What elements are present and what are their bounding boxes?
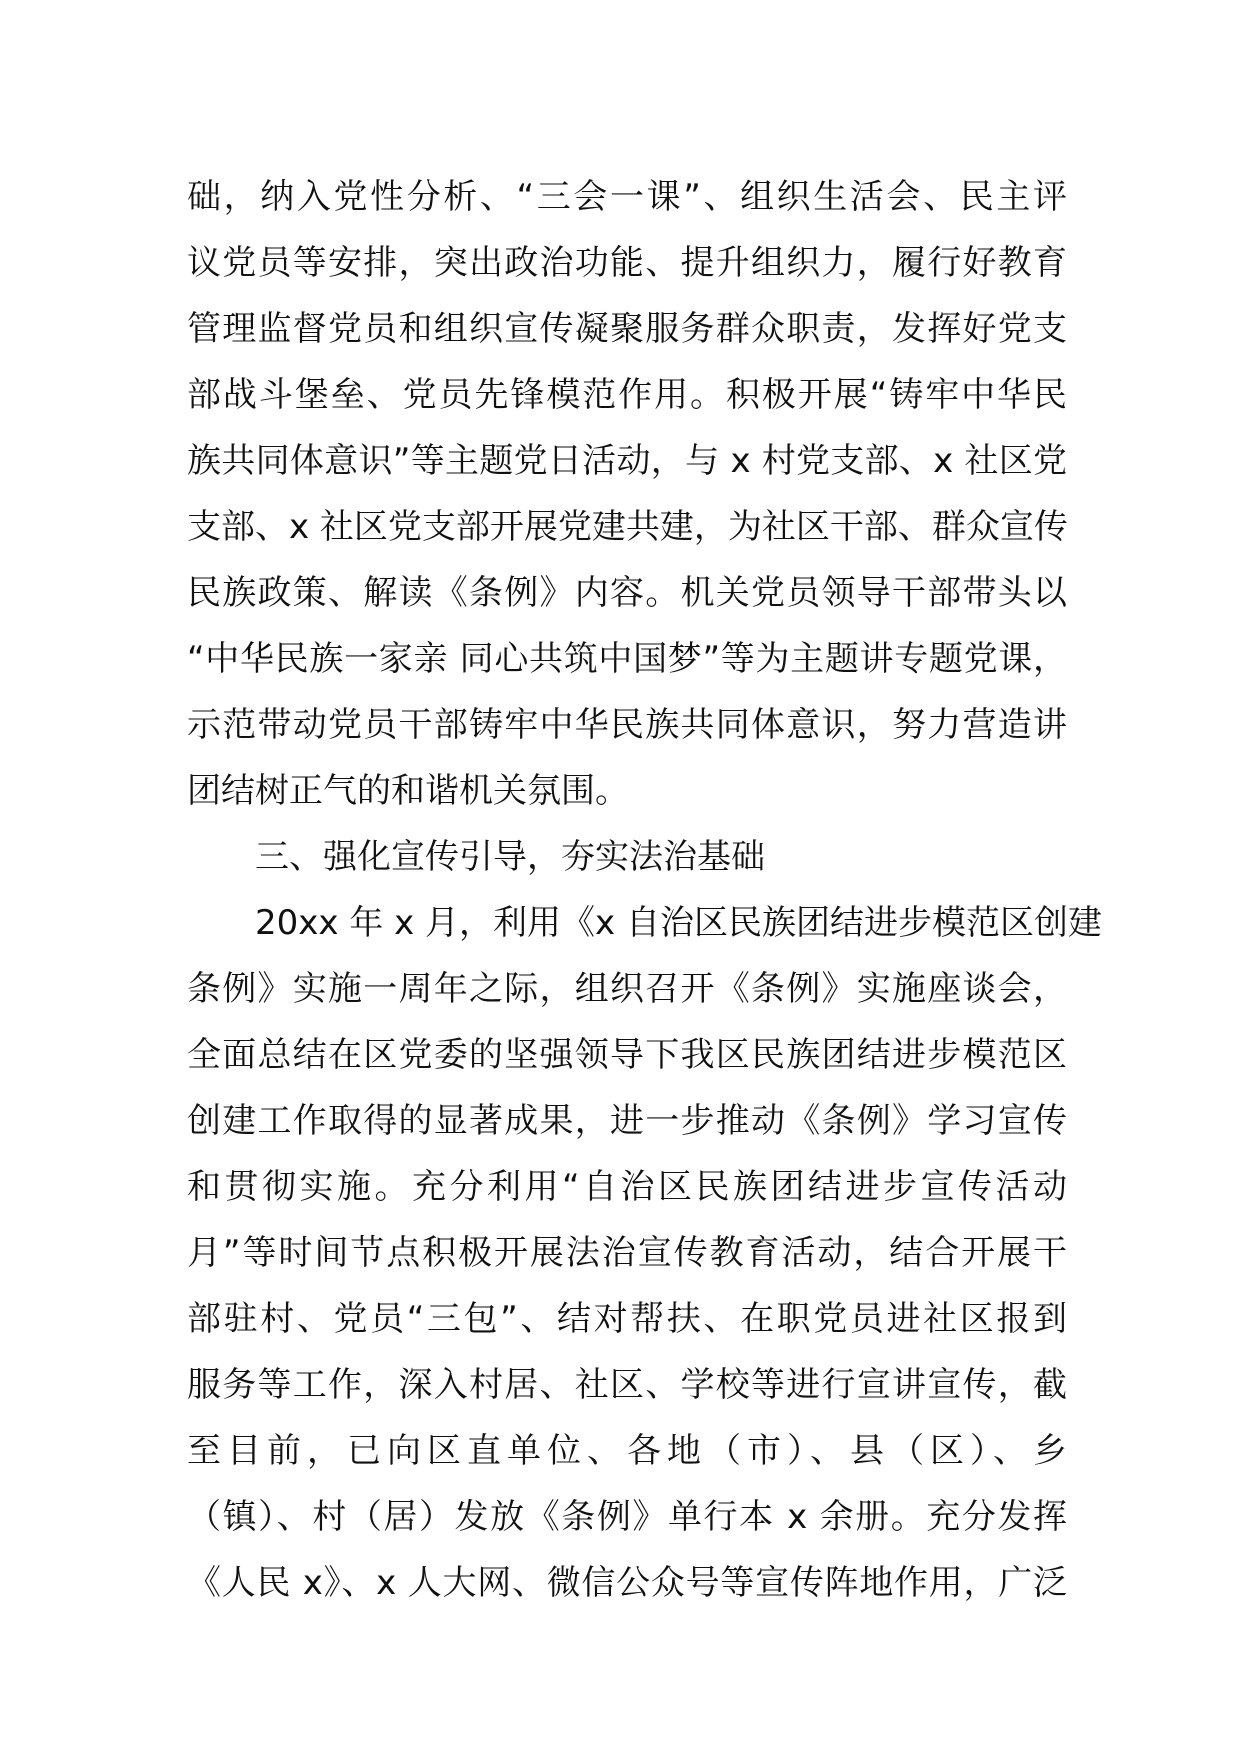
text-line: 和贯彻实施。充分利用“自治区民族团结进步宣传活动 <box>187 1167 1067 1207</box>
text-line: 服务等工作，深入村居、社区、学校等进行宣讲宣传，截 <box>187 1365 1067 1405</box>
text-line: “中华民族一家亲 同心共筑中国梦”等为主题讲专题党课， <box>187 639 1067 679</box>
text-line: 管理监督党员和组织宣传凝聚服务群众职责，发挥好党支 <box>187 309 1067 349</box>
text-line: 民族政策、解读《条例》内容。机关党员领导干部带头以 <box>187 573 1067 613</box>
text-line: 至目前，已向区直单位、各地（市）、县（区）、乡 <box>187 1431 1067 1471</box>
paragraph-first-line: 20xx 年 x 月，利用《x 自治区民族团结进步模范区创建 <box>255 903 1102 943</box>
text-line: 《人民 x》、x 人大网、微信公众号等宣传阵地作用，广泛 <box>187 1563 1067 1603</box>
section-heading: 三、强化宣传引导，夯实法治基础 <box>255 837 765 877</box>
text-line: 部战斗堡垒、党员先锋模范作用。积极开展“铸牢中华民 <box>187 375 1067 415</box>
text-line: 创建工作取得的显著成果，进一步推动《条例》学习宣传 <box>187 1101 1067 1141</box>
text-line: 月”等时间节点积极开展法治宣传教育活动，结合开展干 <box>187 1233 1067 1273</box>
text-line: 议党员等安排，突出政治功能、提升组织力，履行好教育 <box>187 243 1067 283</box>
text-line: 示范带动党员干部铸牢中华民族共同体意识，努力营造讲 <box>187 705 1067 745</box>
text-line: 支部、x 社区党支部开展党建共建，为社区干部、群众宣传 <box>187 507 1068 547</box>
text-line: （镇）、村（居）发放《条例》单行本 x 余册。充分发挥 <box>187 1497 1067 1537</box>
text-line: 团结树正气的和谐机关氛围。 <box>187 771 629 811</box>
text-line: 全面总结在区党委的坚强领导下我区民族团结进步模范区 <box>187 1035 1067 1075</box>
text-line: 部驻村、党员“三包”、结对帮扶、在职党员进社区报到 <box>187 1299 1067 1339</box>
text-line: 础，纳入党性分析、“三会一课”、组织生活会、民主评 <box>187 177 1067 217</box>
text-line: 族共同体意识”等主题党日活动，与 x 村党支部、x 社区党 <box>187 441 1067 481</box>
text-line: 条例》实施一周年之际，组织召开《条例》实施座谈会， <box>187 969 1067 1009</box>
body-text <box>187 164 1102 1616</box>
